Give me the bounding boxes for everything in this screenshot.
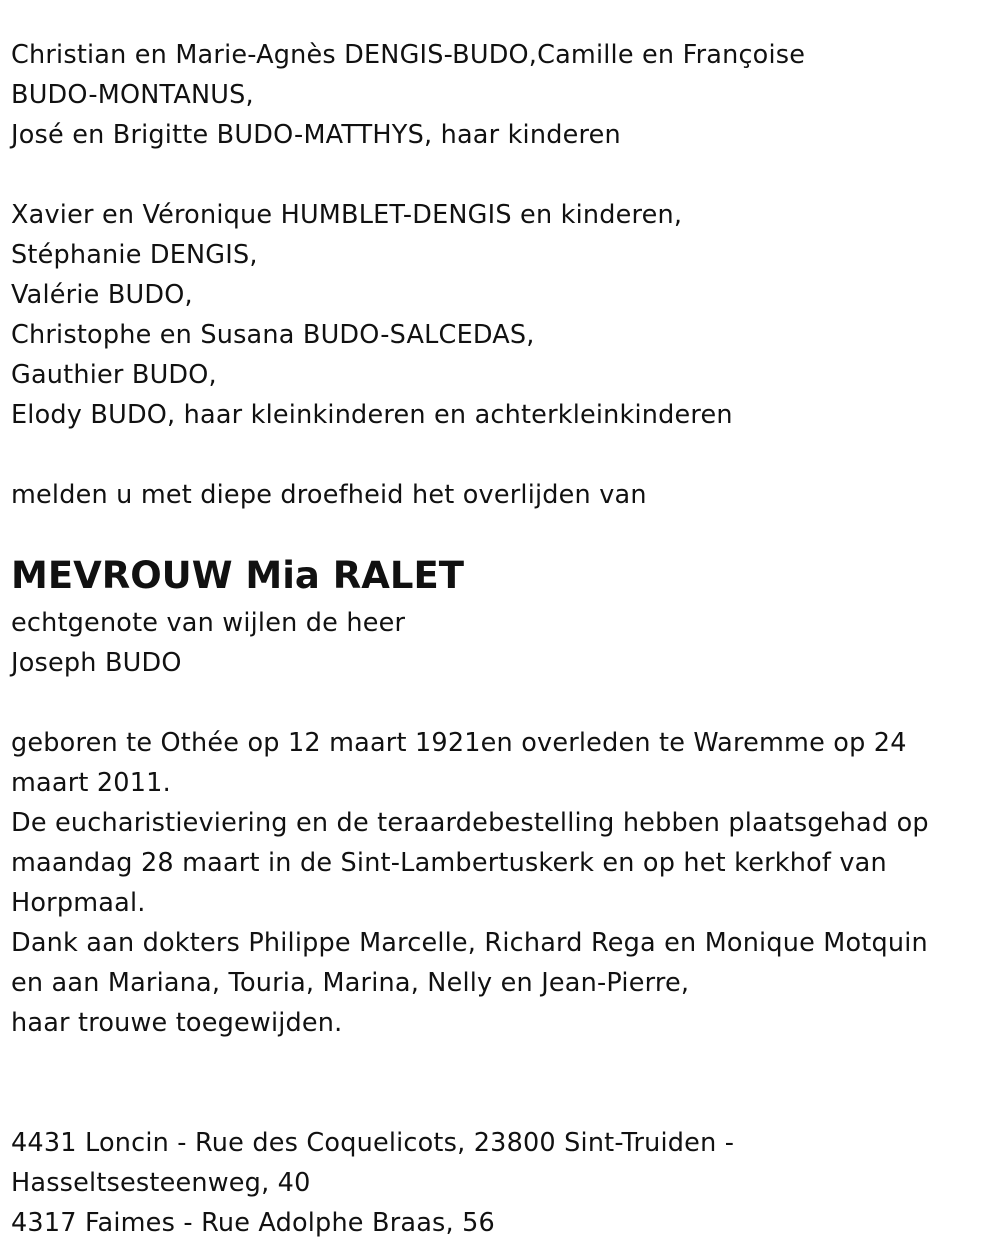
- grandchildren-line-3: Valérie BUDO,: [11, 280, 193, 310]
- details-line-4: maandag 28 maart in de Sint-Lambertuskerk en op het kerkhof van: [11, 848, 887, 878]
- grandchildren-line-5: Gauthier BUDO,: [11, 360, 217, 390]
- deceased-name: MEVROUW Mia RALET: [11, 554, 464, 597]
- details-line-8: haar trouwe toegewijden.: [11, 1008, 343, 1038]
- address-line-1: 4431 Loncin - Rue des Coquelicots, 23800 Sint-Truiden -: [11, 1128, 735, 1158]
- details-line-3: De eucharistieviering en de teraardebestelling hebben plaatsgehad op: [11, 808, 929, 838]
- children-line-3: José en Brigitte BUDO-MATTHYS, haar kinderen: [11, 120, 621, 150]
- details-line-2: maart 2011.: [11, 768, 171, 798]
- details-line-6: Dank aan dokters Philippe Marcelle, Richard Rega en Monique Motquin: [11, 928, 928, 958]
- grandchildren-line-1: Xavier en Véronique HUMBLET-DENGIS en kinderen,: [11, 200, 683, 230]
- details-line-5: Horpmaal.: [11, 888, 146, 918]
- spouse-line-1: echtgenote van wijlen de heer: [11, 608, 406, 638]
- grandchildren-line-2: Stéphanie DENGIS,: [11, 240, 258, 270]
- address-line-2: Hasseltsesteenweg, 40: [11, 1168, 311, 1198]
- children-line-2: BUDO-MONTANUS,: [11, 80, 254, 110]
- spouse-line-2: Joseph BUDO: [11, 648, 182, 678]
- details-line-1: geboren te Othée op 12 maart 1921en overleden te Waremme op 24: [11, 728, 907, 758]
- grandchildren-line-6: Elody BUDO, haar kleinkinderen en achterkleinkinderen: [11, 400, 733, 430]
- announcement-text: melden u met diepe droefheid het overlijden van: [11, 480, 647, 510]
- details-line-7: en aan Mariana, Touria, Marina, Nelly en Jean-Pierre,: [11, 968, 690, 998]
- grandchildren-line-4: Christophe en Susana BUDO-SALCEDAS,: [11, 320, 535, 350]
- children-line-1: Christian en Marie-Agnès DENGIS-BUDO,Camille en Françoise: [11, 40, 806, 70]
- address-line-3: 4317 Faimes - Rue Adolphe Braas, 56: [11, 1208, 495, 1238]
